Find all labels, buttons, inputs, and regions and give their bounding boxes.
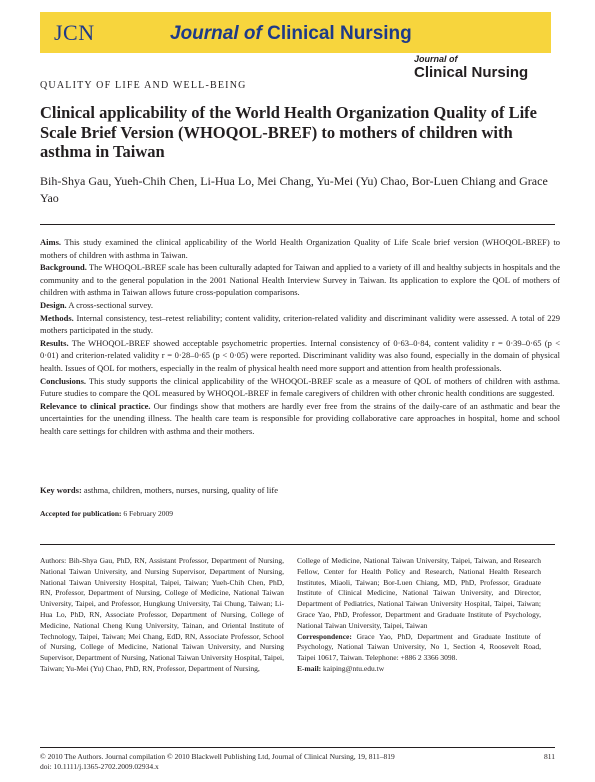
keywords: Key words: asthma, children, mothers, nurses, nursing, quality of life [40, 485, 278, 495]
abstract-results: Results. The WHOQOL-BREF showed acceptable psychometric properties. Internal consistency of 0·63–0·84, content validity r = 0·39–0·65 (p < 0·01) and criterion-related validity r = 0·28–0·65 (p < 0·05) were reported. Discriminant validity was also found, especially in the domain of physical health. Issues of QOL for mothers, especially in the realm of physical health need more support and attention from health professionals. [40, 337, 560, 373]
logo-line-2: Clinical Nursing [414, 64, 529, 81]
affiliations-right: College of Medicine, National Taiwan University, Taipei, Taiwan, and Research Fellow, Center for Health Policy and Research, National Health Research Institutes, Miaoli, Taiwan; Bor-Luen Chiang, MD, PhD, Professor, Graduate Institute of Clinical Medicine, National Taiwan University, and Director, Department of Pediatrics, National Taiwan University Hospital, Taipei, Taiwan; Grace Yao, PhD, Professor, Department and Graduate Institute of Psychology, National Taiwan University, Taipei, Taiwan Correspondence: Grace Yao, PhD, Department and Graduate Institute of Psychology, National Taiwan University, No 1, Section 4, Roosevelt Road, Taipei 10617, Taiwan. Telephone: +886 2 3366 3098. E-mail: kaiping@ntu.edu.tw [297, 556, 542, 673]
email: E-mail: kaiping@ntu.edu.tw [297, 663, 385, 673]
abstract-background: Background. The WHOQOL-BREF scale has been culturally adapted for Taiwan and applied to a variety of ill and healthy subjects in hospitals and the community and to the general population in the 2001 National Health Interview Survey in Taiwan. Its application to explore the QOL of mothers of children with asthma in Taiwan allows future cross-population comparisons. [40, 262, 560, 298]
divider [40, 224, 555, 225]
footer [40, 752, 555, 772]
abstract [40, 236, 560, 438]
abstract-design: Design. A cross-sectional survey. [40, 299, 154, 310]
doi[interactable]: doi: 10.1111/j.1365-2702.2009.02934.x [40, 762, 159, 771]
journal-name-rest: Clinical Nursing [267, 23, 412, 44]
journal-name-italic: Journal of [170, 23, 262, 44]
abstract-aims: Aims. This study examined the clinical applicability of the World Health Organization Quality of Life Scale brief version (WHOQOL-BREF) to mothers of children with asthma in Taiwan. [40, 237, 560, 260]
abstract-relevance: Relevance to clinical practice. Our findings show that mothers are hardly ever free from the strains of the daily-care of an asthmatic and bear the uncertainties for the unending illness. The health care team is responsible for providing collaborative care approaches in hospital, home and school health care settings for children with asthma and their mothers. [40, 400, 560, 436]
divider [40, 544, 555, 545]
copyright: © 2010 The Authors. Journal compilation © 2010 Blackwell Publishing Ltd, Journal of Clinical Nursing, 19, 811–819 [40, 752, 395, 761]
journal-abbreviation: JCN [54, 20, 95, 45]
author-list: Bih-Shya Gau, Yueh-Chih Chen, Li-Hua Lo, Mei Chang, Yu-Mei (Yu) Chao, Bor-Luen Chiang and Grace Yao [40, 174, 548, 205]
section-heading: QUALITY OF LIFE AND WELL-BEING [40, 80, 247, 91]
logo-line-1: Journal of [414, 54, 458, 64]
email-link[interactable]: kaiping@ntu.edu.tw [323, 663, 385, 673]
journal-banner [40, 12, 551, 53]
correspondence: Correspondence: Grace Yao, PhD, Department and Graduate Institute of Psychology, National Taiwan University, No 1, Section 4, Roosevelt Road, Taipei 10617, Taiwan. Telephone: +886 2 3366 3098. [297, 631, 542, 663]
journal-logo [414, 55, 528, 80]
affiliations-left: Authors: Bih-Shya Gau, PhD, RN, Assistant Professor, Department of Nursing, National Taiwan University, and Nursing Supervisor, Department of Nursing, National Taiwan University Hospital, Taipei, Taiwan; Yueh-Chih Chen, PhD, RN, Professor, Department of Nursing, College of Medicine, National Taiwan University, Taipei, and Professor, Hungkung University, Tai Chung, Taiwan; Li-Hua Lo, PhD, RN, Associate Professor, Department of Nursing, College of Medicine, National Cheng Kung University, Tainan, and Oriental Institute of Technology, Taipei, Taiwan; Mei Chang, EdD, RN, Associate Professor, School of Nursing, College of Medicine, National Taiwan University, and Nursing Supervisor, Department of Nursing, National Taiwan University Hospital, Taipei, Taiwan; Yu-Mei (Yu) Chao, PhD, RN, Professor, Department of Nursing, [40, 556, 284, 673]
abstract-conclusions: Conclusions. This study supports the clinical applicability of the WHOQOL-BREF scale as a measure of QOL of mothers of children with asthma. Future studies to compare the QOL measured by WHOQOL-BREF in female caregivers of children with other chronic health conditions are suggested. [40, 375, 560, 399]
journal-name [170, 23, 412, 45]
accepted-date: Accepted for publication: 6 February 2009 [40, 509, 173, 518]
abstract-methods: Methods. Internal consistency, test–retest reliability; content validity, criterion-related validity and discriminant validity were assessed. A total of 229 mothers participated in the study. [40, 312, 560, 336]
article-title: Clinical applicability of the World Health Organization Quality of Life Scale Brief Version (WHOQOL-BREF) to mothers of children with asthma in Taiwan [40, 103, 537, 161]
footer-divider [40, 747, 555, 748]
page-number: 811 [544, 752, 555, 761]
